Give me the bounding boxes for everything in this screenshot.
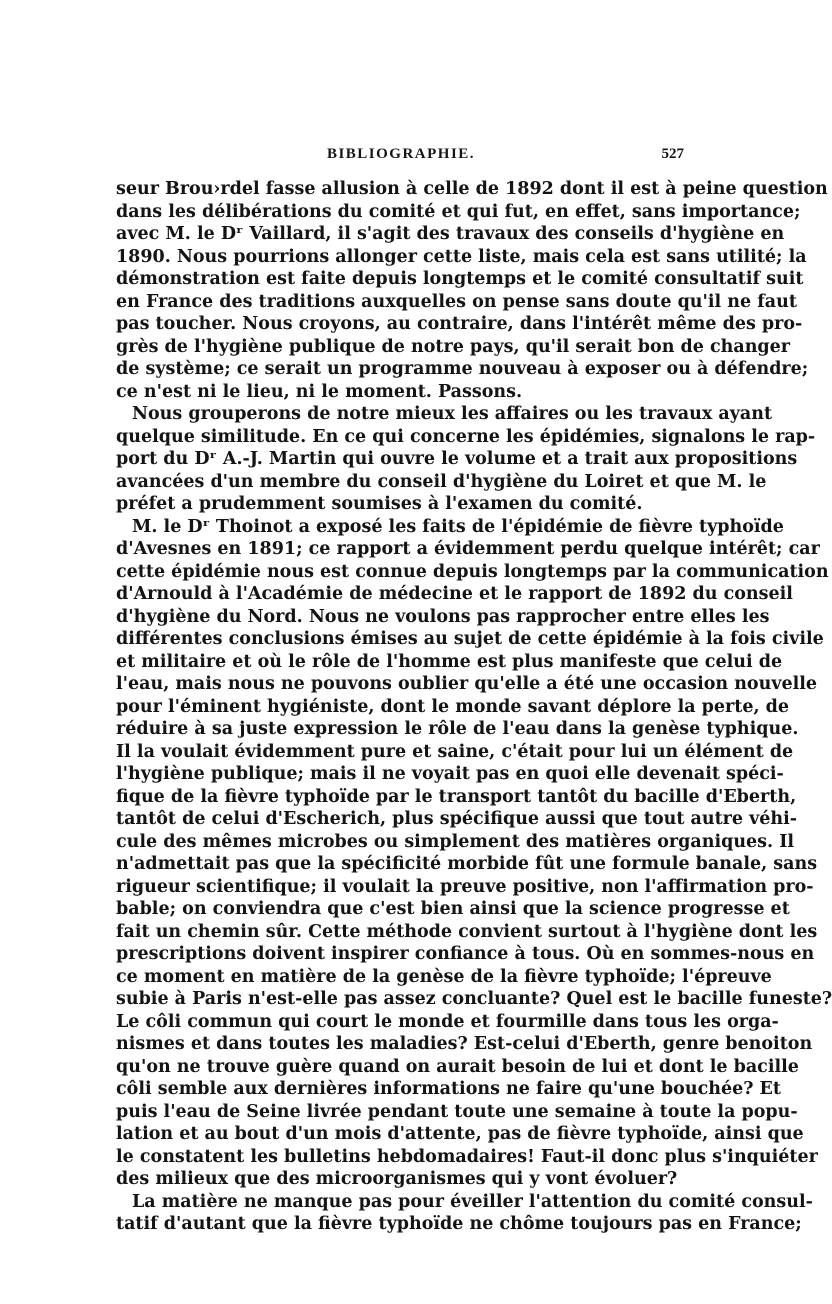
page-number: 527: [661, 146, 684, 162]
text-line: et militaire et où le rôle de l'homme est plus manifeste que celui de: [116, 651, 783, 672]
text-line: le constatent les bulletins hebdomadaires! Faut-il donc plus s'inquiéter: [116, 1146, 818, 1167]
text-line: prescriptions doivent inspirer confiance à tous. Où en sommes-nous en: [116, 944, 815, 964]
text-line: Le côli commun qui court le monde et fourmille dans tous les orga-: [116, 1011, 779, 1032]
text-line: bable; on conviendra que c'est bien ainsi que la science progresse et: [116, 899, 790, 919]
running-header: [116, 146, 686, 170]
text-line: quelque similitude. En ce qui concerne les épidémies, signalons le rap-: [116, 426, 816, 447]
text-line: des milieux que des microorganismes qui y vont évoluer?: [116, 1169, 678, 1189]
text-line: avec M. le Dʳ Vaillard, il s'agit des travaux des conseils d'hygiène en: [116, 224, 785, 244]
text-line: puis l'eau de Seine livrée pendant toute une semaine à toute la popu-: [116, 1101, 798, 1122]
text-line: pour l'éminent hygiéniste, dont le monde savant déplore la perte, de: [116, 696, 790, 717]
text-line: d'Avesnes en 1891; ce rapport a évidemment perdu quelque intérêt; car: [116, 539, 820, 559]
text-line: tatif d'autant que la fièvre typhoïde ne chôme toujours pas en France;: [116, 1214, 802, 1234]
text-line: dans les délibérations du comité et qui fut, en effet, sans importance;: [116, 201, 801, 222]
text-line: subie à Paris n'est-elle pas assez concluante? Quel est le bacille funeste?: [116, 989, 832, 1009]
text-line: en France des traditions auxquelles on pense sans doute qu'il ne faut: [116, 291, 797, 312]
text-line: 1890. Nous pourrions allonger cette liste, mais cela est sans utilité; la: [116, 246, 807, 267]
text-line: rigueur scientifique; il voulait la preuve positive, non l'affirmation pro-: [116, 876, 814, 897]
text-line: ce n'est ni le lieu, ni le moment. Passons.: [116, 381, 523, 402]
text-line: l'eau, mais nous ne pouvons oublier qu'elle a été une occasion nouvelle: [116, 674, 818, 694]
text-line: réduire à sa juste expression le rôle de l'eau dans la genèse typhique.: [116, 719, 799, 739]
text-line: lation et au bout d'un mois d'attente, pas de fièvre typhoïde, ainsi que: [116, 1124, 804, 1144]
text-line: préfet a prudemment soumises à l'examen du comité.: [116, 494, 643, 514]
text-line: grès de l'hygiène publique de notre pays, qu'il serait bon de changer: [116, 336, 791, 357]
text-line: d'hygiène du Nord. Nous ne voulons pas rapprocher entre elles les: [116, 606, 770, 627]
text-line: M. le Dʳ Thoinot a exposé les faits de l'épidémie de fièvre typhoïde: [132, 516, 784, 537]
text-line: port du Dʳ A.-J. Martin qui ouvre le volume et a trait aux propositions: [116, 449, 798, 469]
text-line: de système; ce serait un programme nouveau à exposer ou à défendre;: [116, 359, 809, 379]
text-line: n'admettait pas que la spécificité morbide fût une formule banale, sans: [116, 854, 818, 874]
text-line: avancées d'un membre du conseil d'hygiène du Loiret et que M. le: [116, 471, 767, 492]
text-line: côli semble aux dernières informations ne faire qu'une bouchée? Et: [116, 1079, 781, 1099]
text-line: La matière ne manque pas pour éveiller l'attention du comité consul-: [132, 1191, 813, 1212]
text-line: qu'on ne trouve guère quand on aurait besoin de lui et dont le bacille: [116, 1056, 799, 1077]
text-line: démonstration est faite depuis longtemps et le comité consultatif suit: [116, 269, 804, 289]
running-title: BIBLIOGRAPHIE.: [326, 146, 476, 162]
body-text: [116, 178, 832, 1236]
text-line: l'hygiène publique; mais il ne voyait pas en quoi elle devenait spéci-: [116, 764, 784, 784]
text-line: fique de la fièvre typhoïde par le transport tantôt du bacille d'Eberth,: [116, 786, 797, 807]
text-line: Nous grouperons de notre mieux les affaires ou les travaux ayant: [132, 404, 773, 424]
text-line: différentes conclusions émises au sujet de cette épidémie à la fois civile: [116, 629, 824, 649]
text-line: ce moment en matière de la genèse de la fièvre typhoïde; l'épreuve: [116, 966, 772, 987]
text-line: Il la voulait évidemment pure et saine, c'était pour lui un élément de: [116, 741, 794, 762]
text-line: cette épidémie nous est connue depuis longtemps par la communication: [116, 561, 829, 582]
text-line: cule des mêmes microbes ou simplement des matières organiques. Il: [116, 831, 795, 852]
text-line: pas toucher. Nous croyons, au contraire, dans l'intérêt même des pro-: [116, 314, 803, 334]
text-line: tantôt de celui d'Escherich, plus spécifique aussi que tout autre véhi-: [116, 809, 798, 829]
text-line: seur Brou›rdel fasse allusion à celle de 1892 dont il est à peine question: [116, 179, 828, 199]
text-line: fait un chemin sûr. Cette méthode convient surtout à l'hygiène dont les: [116, 921, 818, 942]
text-line: d'Arnould à l'Académie de médecine et le rapport de 1892 du conseil: [116, 584, 793, 604]
text-line: nismes et dans toutes les maladies? Est-celui d'Eberth, genre benoiton: [116, 1034, 813, 1054]
